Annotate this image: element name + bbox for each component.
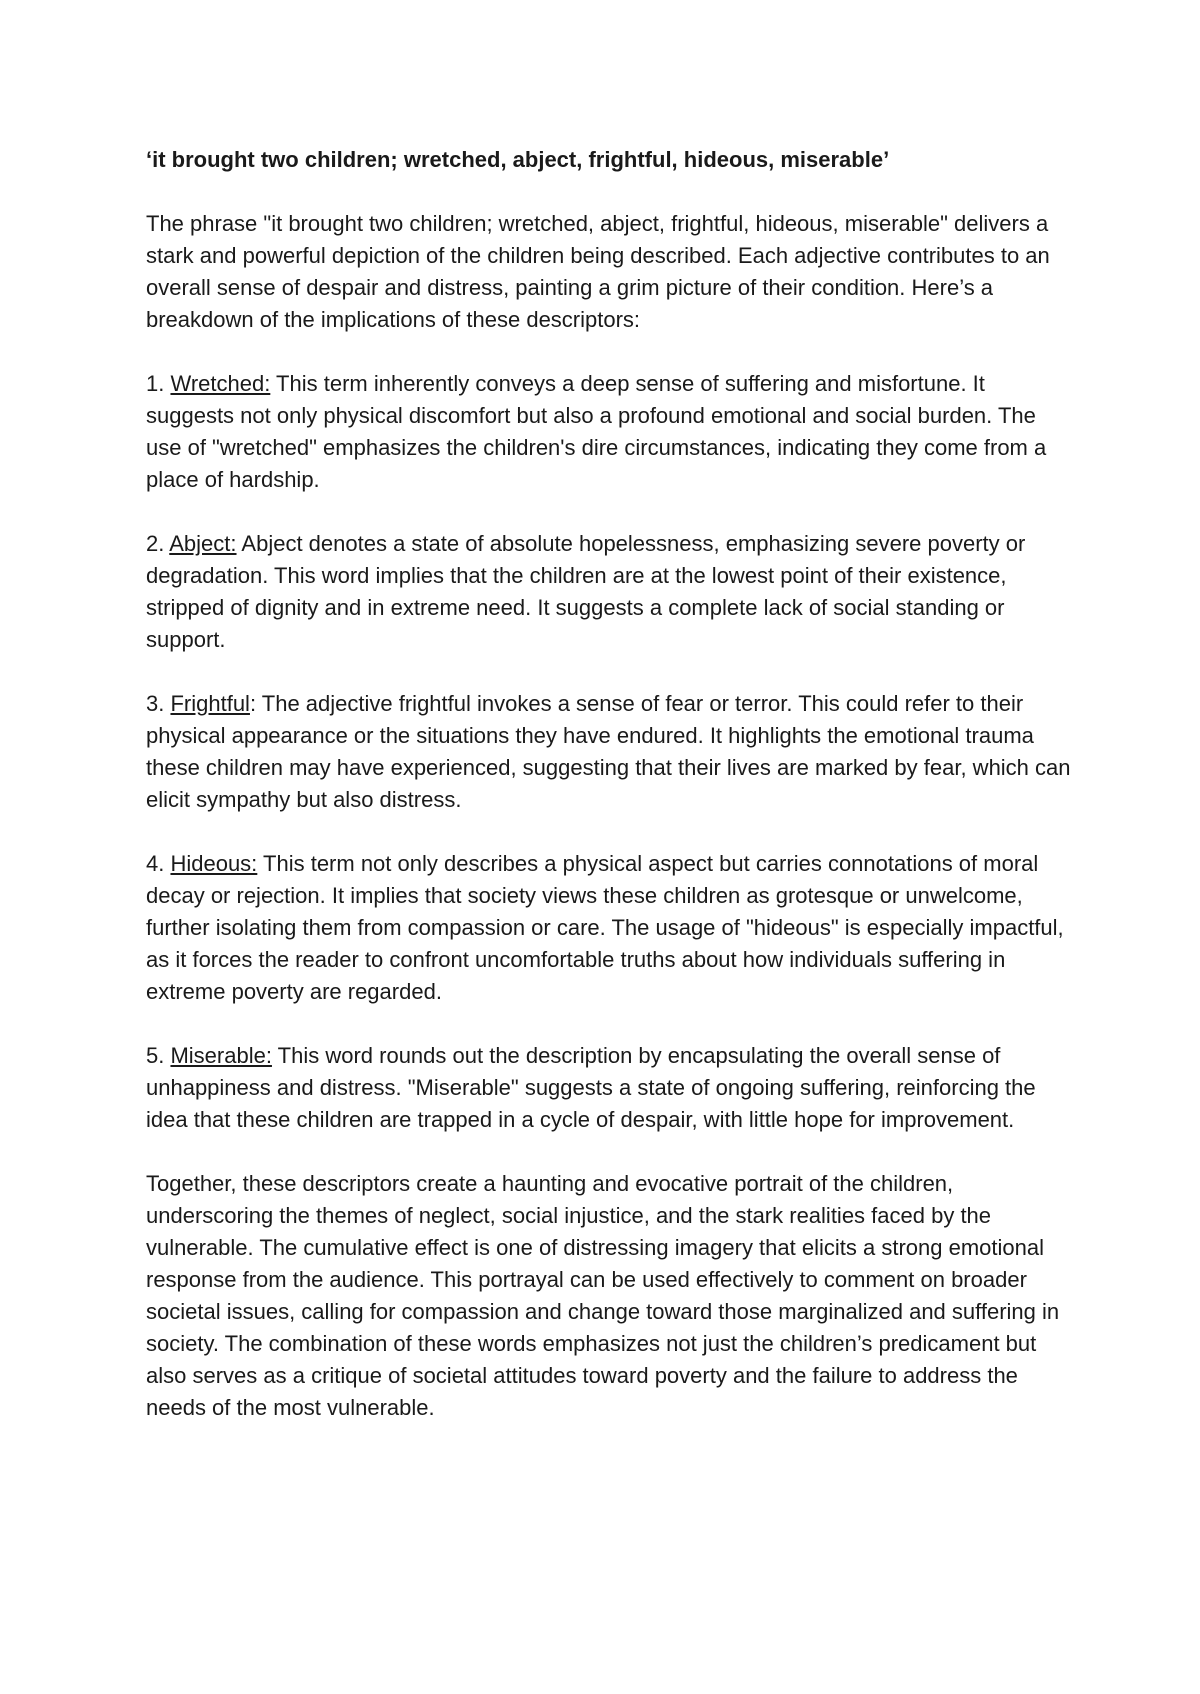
- list-item-hideous: [146, 848, 1076, 1008]
- item-text: This term inherently conveys a deep sense of suffering and misfortune. It suggests not only physical discomfort but also a profound emotional and social burden. The use of "wretched" emphasizes the children's dire circumstances, indicating they come from a place of hardship.: [146, 371, 1047, 492]
- document-page: [146, 130, 1076, 1424]
- intro-paragraph: The phrase "it brought two children; wretched, abject, frightful, hideous, miserable" delivers a stark and powerful depiction of the children being described. Each adjective contributes to an overall sense of despair and distress, painting a grim picture of their condition. Here’s a breakdown of the implications of these descriptors:: [146, 211, 1050, 332]
- conclusion-paragraph: Together, these descriptors create a haunting and evocative portrait of the children, underscoring the themes of neglect, social injustice, and the stark realities faced by the vulnerable. The cumulative effect is one of distressing imagery that elicits a strong emotional response from the audience. This portrayal can be used effectively to comment on broader societal issues, calling for compassion and change toward those marginalized and suffering in society. The combination of these words emphasizes not just the children’s predicament but also serves as a critique of societal attitudes toward poverty and the failure to address the needs of the most vulnerable.: [146, 1171, 1060, 1420]
- item-term: Abject:: [169, 531, 237, 556]
- item-number: 2.: [146, 531, 170, 556]
- list-item-abject: [146, 528, 1076, 656]
- item-text: : The adjective frightful invokes a sense of fear or terror. This could refer to their physical appearance or the situations they have endured. It highlights the emotional trauma these children may have experienced, suggesting that their lives are marked by fear, which can elicit sympathy but also distress.: [146, 691, 1071, 812]
- item-text: This word rounds out the description by encapsulating the overall sense of unhappiness and distress. "Miserable" suggests a state of ongoing suffering, reinforcing the idea that these children are trapped in a cycle of despair, with little hope for improvement.: [146, 1043, 1036, 1132]
- item-term: Frightful: [170, 691, 250, 716]
- item-term: Hideous:: [170, 851, 258, 876]
- item-number: 3.: [146, 691, 171, 716]
- document-title: ‘it brought two children; wretched, abject, frightful, hideous, miserable’: [146, 147, 890, 172]
- list-item-frightful: [146, 688, 1076, 816]
- item-term: Miserable:: [170, 1043, 272, 1068]
- list-item-miserable: [146, 1040, 1076, 1136]
- item-text: Abject denotes a state of absolute hopelessness, emphasizing severe poverty or degradation. This word implies that the children are at the lowest point of their existence, stripped of dignity and in extreme need. It suggests a complete lack of social standing or support.: [146, 531, 1026, 652]
- item-number: 4.: [146, 851, 171, 876]
- item-number: 1.: [146, 371, 171, 396]
- item-number: 5.: [146, 1043, 171, 1068]
- item-text: This term not only describes a physical aspect but carries connotations of moral decay or rejection. It implies that society views these children as grotesque or unwelcome, further isolating them from compassion or care. The usage of "hideous" is especially impactful, as it forces the reader to confront uncomfortable truths about how individuals suffering in extreme poverty are regarded.: [146, 851, 1064, 1004]
- item-term: Wretched:: [170, 371, 271, 396]
- list-item-wretched: [146, 368, 1076, 496]
